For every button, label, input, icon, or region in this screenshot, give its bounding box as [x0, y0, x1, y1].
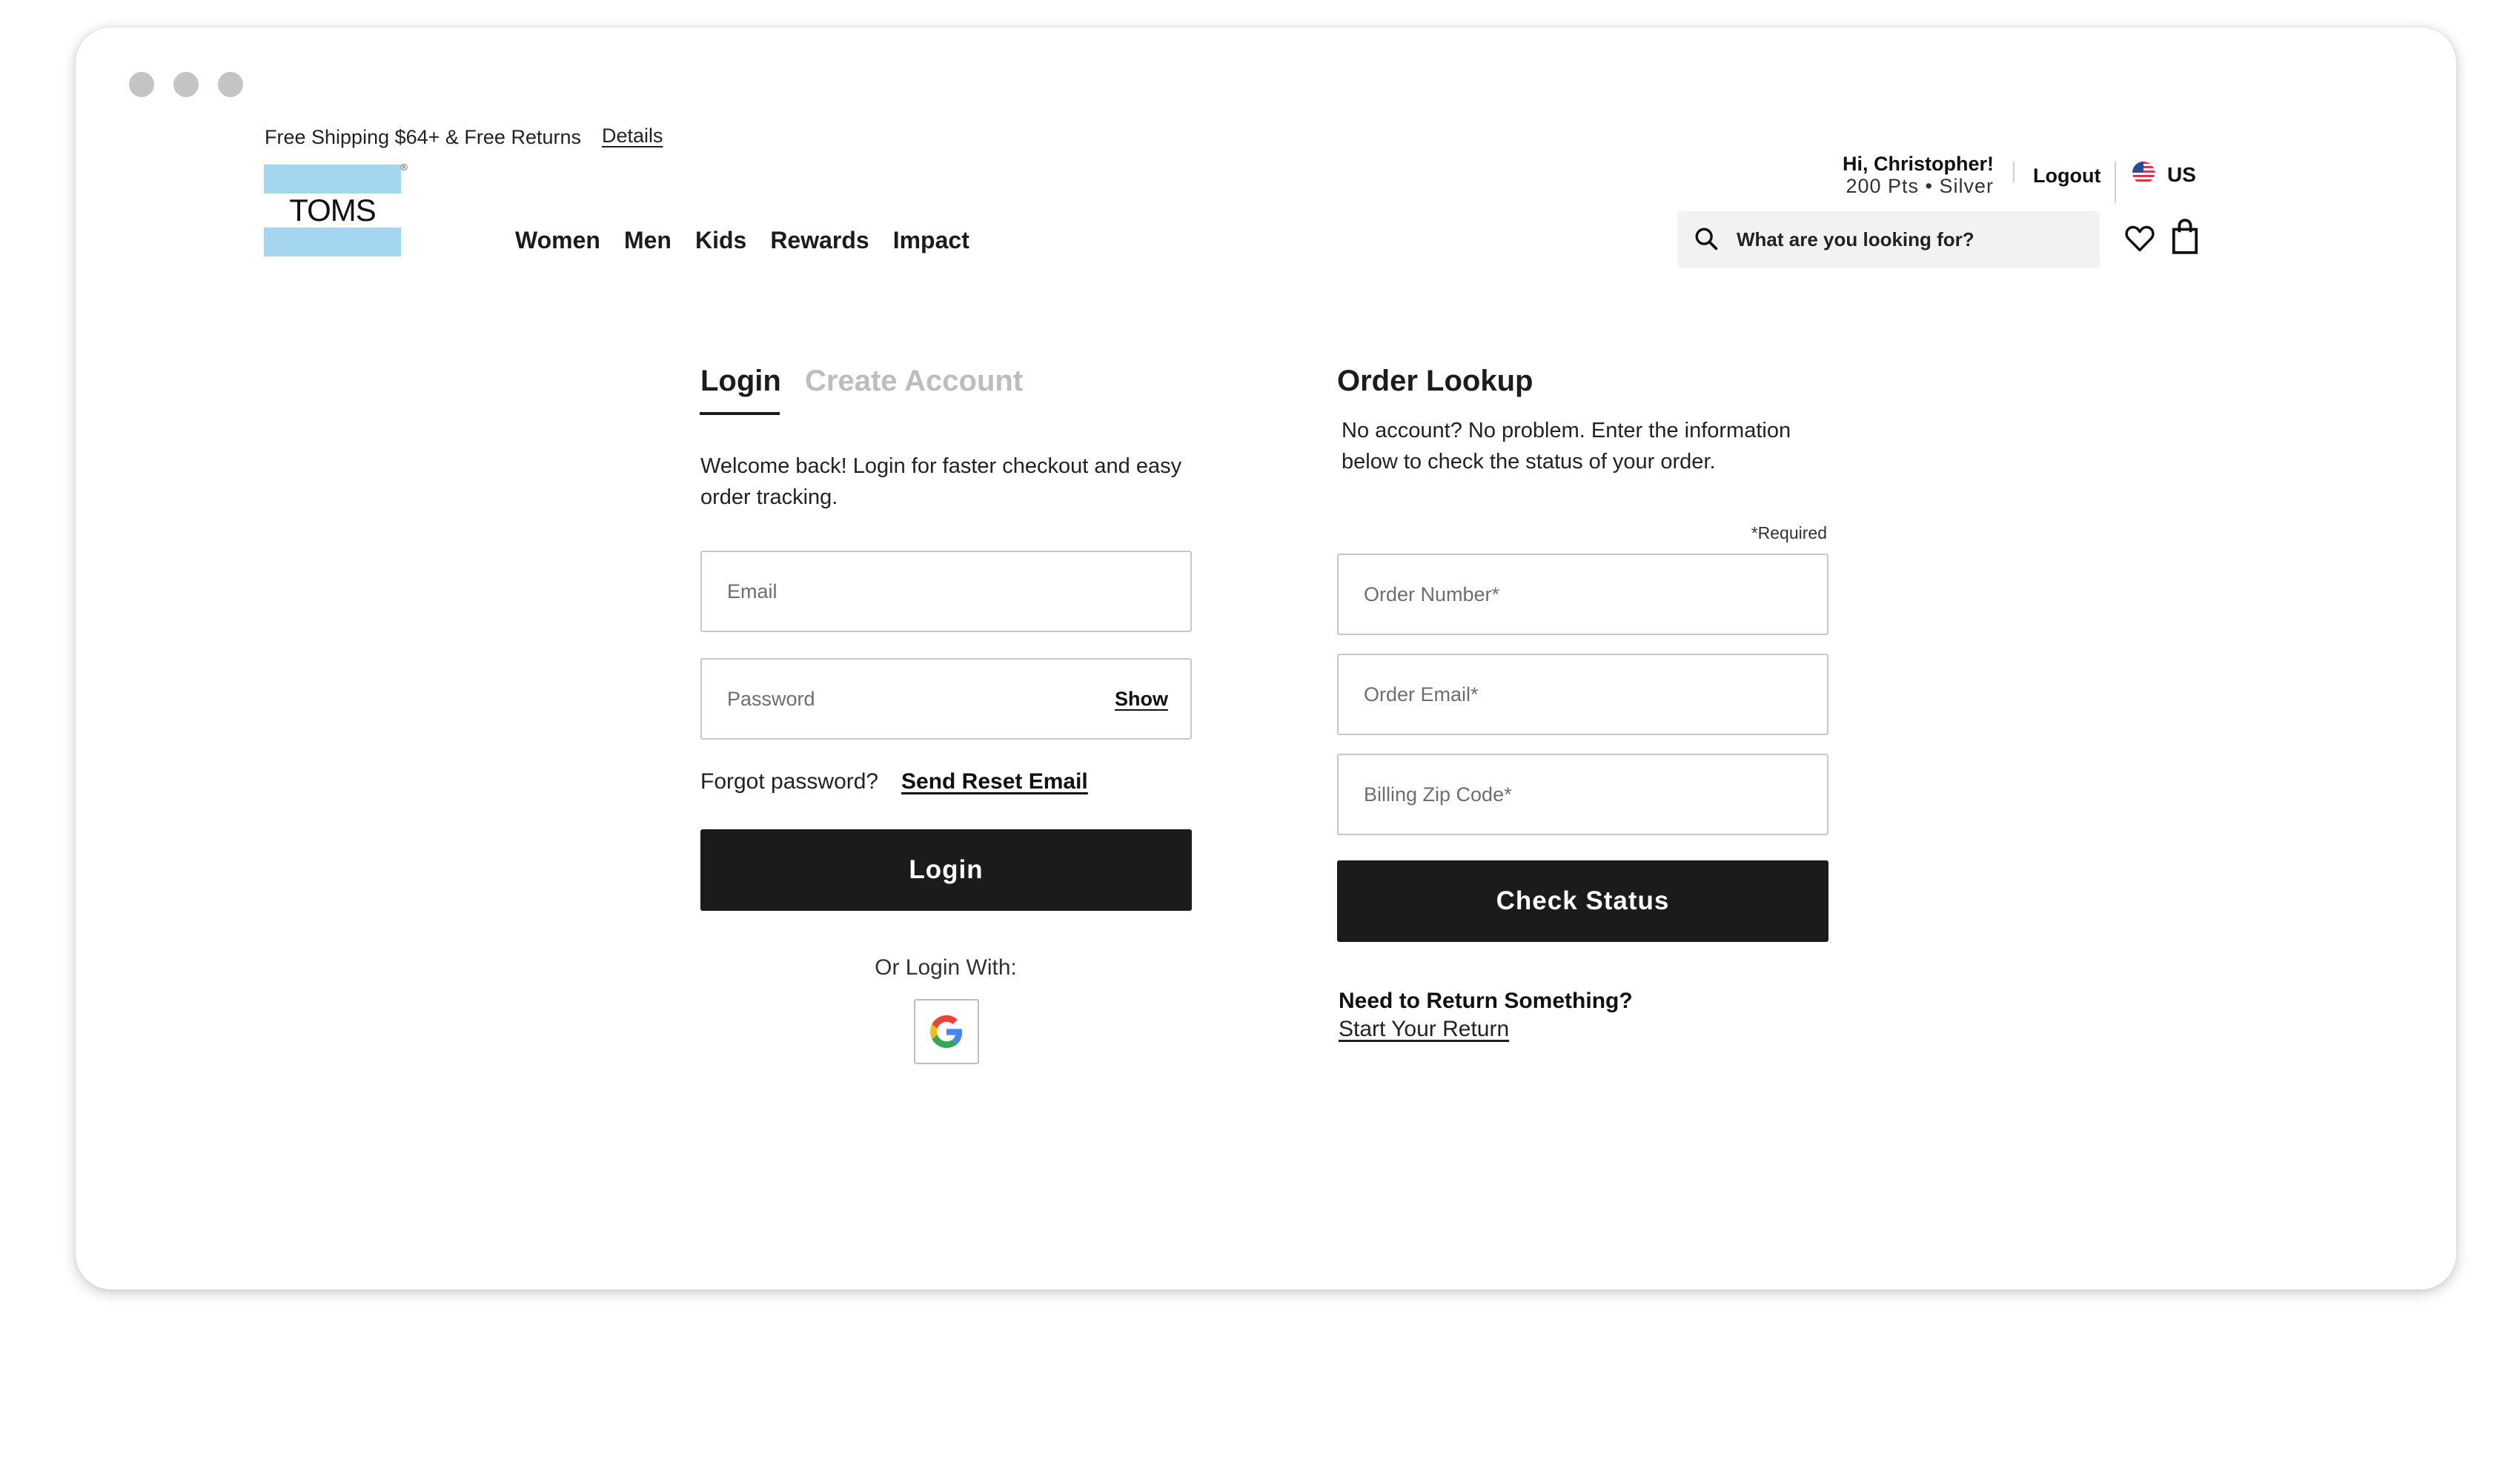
region-selector[interactable]: US: [2167, 163, 2196, 186]
search-icon: [1694, 226, 1719, 251]
tab-create-account[interactable]: Create Account: [805, 365, 1024, 397]
header-divider: [2013, 162, 2015, 182]
logo-registered-mark: ®: [400, 162, 408, 173]
login-welcome-text: Welcome back! Login for faster checkout and easy order tracking.: [700, 454, 1182, 509]
tab-login-underline: [700, 412, 780, 415]
promo-text: Free Shipping $64+ & Free Returns: [265, 126, 581, 148]
toms-logo[interactable]: [264, 162, 408, 256]
password-input[interactable]: [727, 660, 1164, 738]
order-lookup-title: Order Lookup: [1337, 365, 1533, 397]
search-input[interactable]: [1737, 211, 2085, 268]
nav-item-women[interactable]: Women: [515, 227, 600, 253]
show-password-button[interactable]: Show: [1115, 688, 1168, 710]
order-email-field[interactable]: [1337, 654, 1828, 735]
email-input[interactable]: [727, 552, 1164, 631]
window-dot-minimize[interactable]: [173, 72, 199, 97]
google-login-button[interactable]: [914, 999, 979, 1064]
shopping-bag-icon[interactable]: [2171, 218, 2199, 255]
email-field[interactable]: [700, 551, 1192, 632]
billing-zip-input[interactable]: [1364, 755, 1800, 834]
start-return-link[interactable]: Start Your Return: [1339, 1017, 1510, 1041]
order-number-field[interactable]: [1337, 554, 1828, 635]
tab-login[interactable]: Login: [700, 365, 781, 397]
or-login-with-label: Or Login With:: [875, 955, 1017, 980]
logo-top-bar: [264, 165, 401, 193]
login-button[interactable]: Login: [700, 829, 1192, 911]
window-dot-maximize[interactable]: [218, 72, 243, 97]
search-bar[interactable]: [1677, 211, 2100, 268]
nav-item-men[interactable]: Men: [623, 227, 672, 253]
order-lookup-description: No account? No problem. Enter the information below to check the status of your order.: [1342, 419, 1791, 474]
nav-item-impact[interactable]: Impact: [892, 227, 969, 253]
logo-bottom-bar: [264, 228, 401, 256]
nav-item-rewards[interactable]: Rewards: [770, 227, 869, 253]
us-flag-icon: [2132, 162, 2155, 184]
logout-link[interactable]: Logout: [2033, 165, 2101, 187]
account-points: 200 Pts • Silver: [1846, 175, 1994, 197]
required-note: *Required: [1751, 523, 1827, 542]
main-nav: [515, 227, 993, 254]
send-reset-email-link[interactable]: Send Reset Email: [901, 769, 1088, 794]
logo-wordmark: TOMS: [289, 193, 376, 228]
return-heading: Need to Return Something?: [1339, 989, 1633, 1013]
order-number-input[interactable]: [1364, 555, 1800, 634]
account-greeting[interactable]: [1843, 153, 1994, 197]
google-icon: [930, 1015, 963, 1048]
window-dot-close[interactable]: [129, 72, 154, 97]
order-email-input[interactable]: [1364, 655, 1800, 734]
account-name: Hi, Christopher!: [1842, 153, 1994, 175]
heart-icon[interactable]: [2124, 224, 2155, 252]
promo-details-link[interactable]: Details: [602, 125, 663, 147]
password-field[interactable]: [700, 658, 1192, 740]
check-status-button[interactable]: Check Status: [1337, 860, 1828, 942]
billing-zip-field[interactable]: [1337, 754, 1828, 835]
forgot-password-label: Forgot password?: [700, 769, 879, 794]
header-divider: [2115, 162, 2116, 203]
nav-item-kids[interactable]: Kids: [694, 227, 747, 253]
